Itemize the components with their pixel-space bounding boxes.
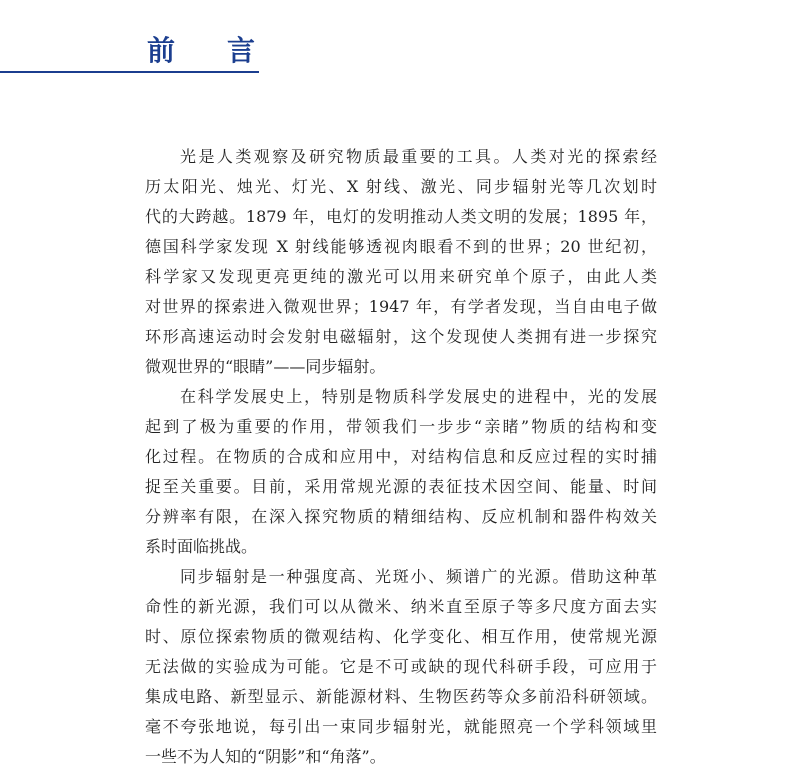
text-line: 对世界的探索进入微观世界；1947 年，有学者发现，当自由电子做	[145, 297, 657, 316]
text-line: 光是人类观察及研究物质最重要的工具。人类对光的探索经	[180, 147, 657, 166]
text-line: 集成电路、新型显示、新能源材料、生物医药等众多前沿科研领域。	[145, 687, 657, 706]
paragraph-1	[145, 142, 657, 382]
text-line: 系时面临挑战。	[145, 537, 258, 556]
text-line: 在科学发展史上，特别是物质科学发展史的进程中，光的发展	[180, 387, 657, 406]
text-line: 捉至关重要。目前，采用常规光源的表征技术因空间、能量、时间	[145, 477, 657, 496]
text-line: 时、原位探索物质的微观结构、化学变化、相互作用，使常规光源	[145, 627, 657, 646]
text-line: 分辨率有限，在深入探究物质的精细结构、反应机制和器件构效关	[145, 507, 657, 526]
text-line: 毫不夸张地说，每引出一束同步辐射光，就能照亮一个学科领域里	[145, 717, 657, 736]
text-line: 无法做的实验成为可能。它是不可或缺的现代科研手段，可应用于	[145, 657, 657, 676]
text-line: 德国科学家发现 X 射线能够透视肉眼看不到的世界；20 世纪初，	[145, 237, 657, 256]
paragraph-3	[145, 562, 657, 772]
heading-char: 前	[147, 34, 176, 67]
text-line: 科学家又发现更亮更纯的激光可以用来研究单个原子，由此人类	[145, 267, 657, 286]
text-line: 命性的新光源，我们可以从微米、纳米直至原子等多尺度方面去实	[145, 597, 657, 616]
text-line: 环形高速运动时会发射电磁辐射，这个发现使人类拥有进一步探究	[145, 327, 657, 346]
body-text	[145, 142, 657, 772]
text-line: 一些不为人知的“阴影”和“角落”。	[145, 747, 386, 766]
paragraph-2	[145, 382, 657, 562]
text-line: 微观世界的“眼睛”——同步辐射。	[145, 357, 386, 376]
preface-heading	[147, 34, 259, 70]
text-line: 同步辐射是一种强度高、光斑小、频谱广的光源。借助这种革	[180, 567, 657, 586]
text-line: 起到了极为重要的作用，带领我们一步步“亲睹”物质的结构和变	[145, 417, 657, 436]
text-line: 化过程。在物质的合成和应用中，对结构信息和反应过程的实时捕	[145, 447, 657, 466]
heading-underline	[0, 71, 259, 73]
text-line: 历太阳光、烛光、灯光、X 射线、激光、同步辐射光等几次划时	[145, 177, 657, 196]
heading-char: 言	[227, 34, 256, 67]
text-line: 代的大跨越。1879 年，电灯的发明推动人类文明的发展；1895 年，	[145, 207, 657, 226]
